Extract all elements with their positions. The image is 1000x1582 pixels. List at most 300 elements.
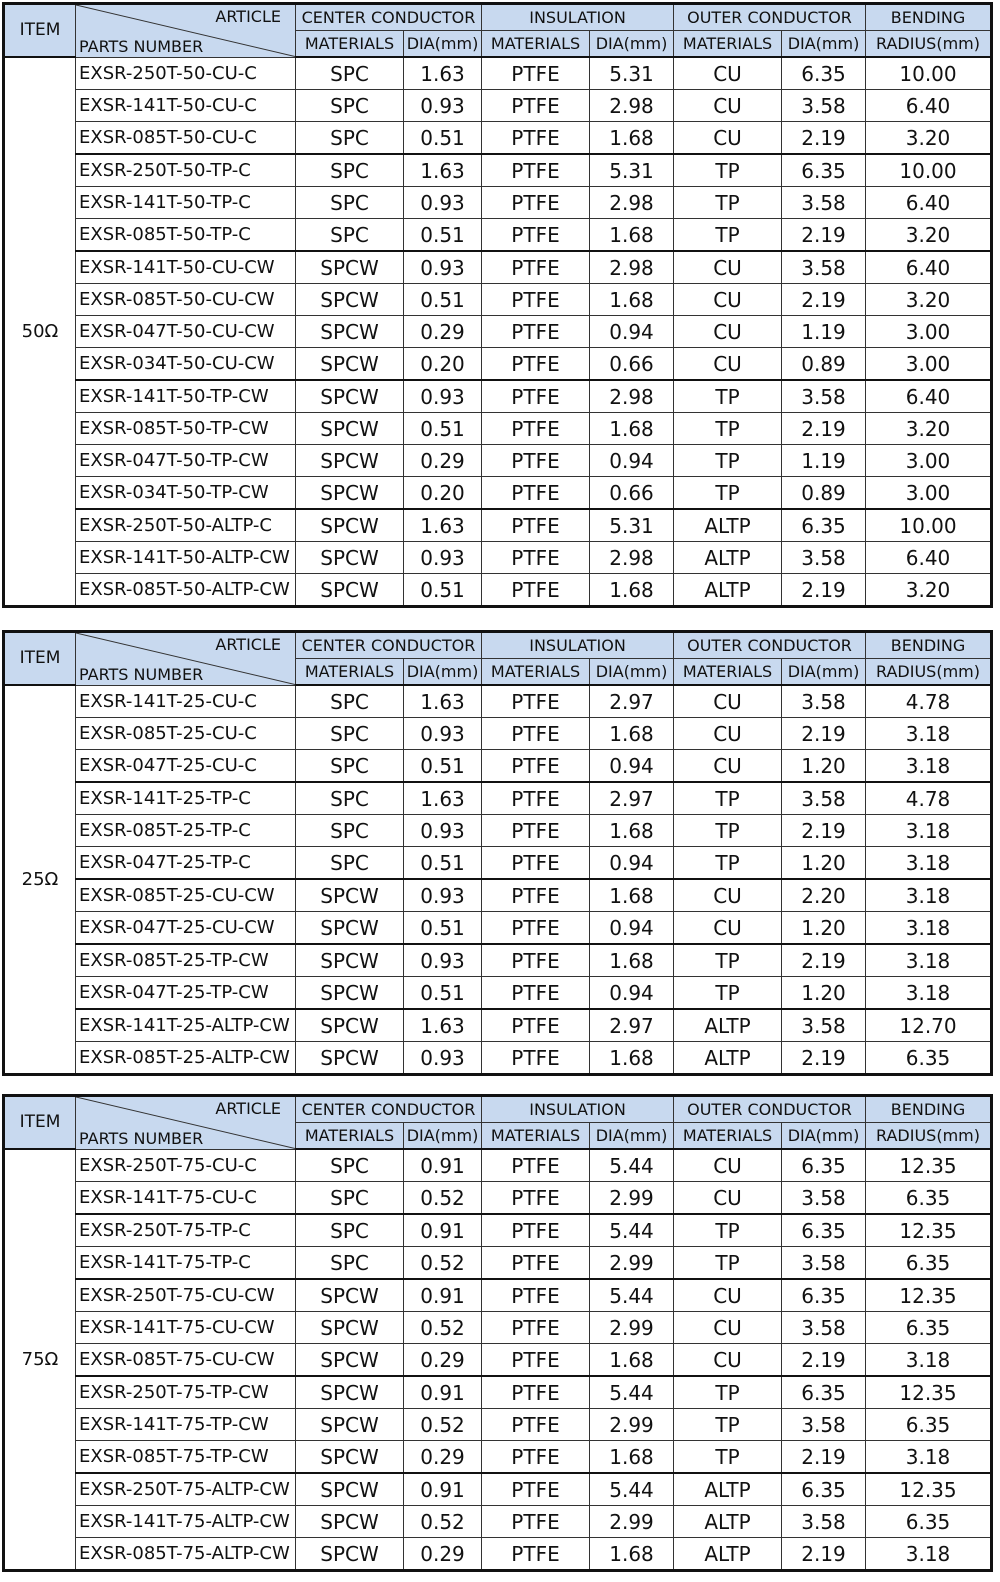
spec-table (2, 630, 993, 1076)
center-materials-cell: SPC (296, 1182, 404, 1215)
header-outer-conductor: OUTER CONDUCTOR (674, 1096, 866, 1123)
header-center-materials: MATERIALS (296, 1123, 404, 1150)
outer-materials-cell: ALTP (674, 509, 782, 542)
outer-materials-cell: CU (674, 284, 782, 316)
center-materials-cell: SPCW (296, 1538, 404, 1571)
insulation-dia-cell: 5.44 (590, 1473, 674, 1506)
insulation-materials-cell: PTFE (482, 944, 590, 977)
header-outer-materials: MATERIALS (674, 31, 782, 58)
insulation-dia-cell: 2.99 (590, 1409, 674, 1441)
part-number-cell: EXSR-085T-25-CU-C (76, 718, 296, 750)
part-number-cell: EXSR-250T-75-TP-CW (76, 1376, 296, 1409)
part-number-cell: EXSR-141T-50-CU-C (76, 90, 296, 122)
insulation-materials-cell: PTFE (482, 219, 590, 252)
outer-dia-cell: 6.35 (782, 1376, 866, 1409)
insulation-dia-cell: 1.68 (590, 1344, 674, 1377)
outer-dia-cell: 2.19 (782, 219, 866, 252)
table-row (4, 380, 992, 413)
part-number-cell: EXSR-141T-75-TP-CW (76, 1409, 296, 1441)
outer-materials-cell: TP (674, 1247, 782, 1280)
center-dia-cell: 0.51 (404, 847, 482, 880)
center-dia-cell: 0.29 (404, 1344, 482, 1377)
bending-radius-cell: 6.40 (866, 542, 992, 574)
part-number-cell: EXSR-047T-50-CU-CW (76, 316, 296, 348)
part-number-cell: EXSR-085T-50-CU-CW (76, 284, 296, 316)
insulation-materials-cell: PTFE (482, 1042, 590, 1075)
center-materials-cell: SPC (296, 90, 404, 122)
insulation-dia-cell: 1.68 (590, 574, 674, 607)
insulation-dia-cell: 2.99 (590, 1506, 674, 1538)
header-outer-conductor: OUTER CONDUCTOR (674, 632, 866, 659)
insulation-materials-cell: PTFE (482, 1214, 590, 1247)
insulation-dia-cell: 2.97 (590, 782, 674, 815)
insulation-materials-cell: PTFE (482, 718, 590, 750)
bending-radius-cell: 6.40 (866, 380, 992, 413)
insulation-dia-cell: 0.94 (590, 977, 674, 1010)
header-insulation-dia: DIA(mm) (590, 1123, 674, 1150)
center-materials-cell: SPCW (296, 1506, 404, 1538)
outer-materials-cell: CU (674, 750, 782, 783)
insulation-materials-cell: PTFE (482, 847, 590, 880)
insulation-dia-cell: 1.68 (590, 944, 674, 977)
header-item: ITEM (4, 4, 76, 58)
insulation-materials-cell: PTFE (482, 380, 590, 413)
header-center-materials: MATERIALS (296, 659, 404, 686)
bending-radius-cell: 3.18 (866, 1344, 992, 1377)
insulation-dia-cell: 2.99 (590, 1312, 674, 1344)
insulation-dia-cell: 5.31 (590, 509, 674, 542)
outer-dia-cell: 3.58 (782, 1247, 866, 1280)
outer-dia-cell: 3.58 (782, 685, 866, 718)
bending-radius-cell: 3.18 (866, 750, 992, 783)
center-dia-cell: 1.63 (404, 685, 482, 718)
center-dia-cell: 0.51 (404, 574, 482, 607)
outer-dia-cell: 1.20 (782, 847, 866, 880)
bending-radius-cell: 3.18 (866, 815, 992, 847)
header-bending: BENDING (866, 1096, 992, 1123)
table-row (4, 413, 992, 445)
table-row (4, 750, 992, 783)
part-number-cell: EXSR-034T-50-CU-CW (76, 348, 296, 381)
header-outer-dia: DIA(mm) (782, 31, 866, 58)
table-row (4, 1042, 992, 1075)
center-materials-cell: SPCW (296, 944, 404, 977)
center-dia-cell: 0.91 (404, 1214, 482, 1247)
center-dia-cell: 0.51 (404, 219, 482, 252)
insulation-dia-cell: 2.98 (590, 90, 674, 122)
header-insulation-materials: MATERIALS (482, 1123, 590, 1150)
outer-dia-cell: 2.19 (782, 944, 866, 977)
outer-materials-cell: CU (674, 879, 782, 912)
center-materials-cell: SPC (296, 122, 404, 155)
outer-materials-cell: CU (674, 122, 782, 155)
part-number-cell: EXSR-141T-25-TP-C (76, 782, 296, 815)
part-number-cell: EXSR-250T-50-ALTP-C (76, 509, 296, 542)
bending-radius-cell: 3.18 (866, 718, 992, 750)
header-insulation-dia: DIA(mm) (590, 659, 674, 686)
center-dia-cell: 0.29 (404, 1538, 482, 1571)
insulation-dia-cell: 1.68 (590, 413, 674, 445)
part-number-cell: EXSR-250T-75-TP-C (76, 1214, 296, 1247)
part-number-cell: EXSR-047T-25-TP-C (76, 847, 296, 880)
center-materials-cell: SPCW (296, 316, 404, 348)
part-number-cell: EXSR-047T-25-CU-C (76, 750, 296, 783)
insulation-dia-cell: 0.94 (590, 445, 674, 477)
center-dia-cell: 0.20 (404, 477, 482, 510)
outer-materials-cell: CU (674, 1344, 782, 1377)
insulation-dia-cell: 5.44 (590, 1279, 674, 1312)
insulation-materials-cell: PTFE (482, 574, 590, 607)
part-number-cell: EXSR-141T-50-TP-CW (76, 380, 296, 413)
center-dia-cell: 0.51 (404, 413, 482, 445)
header-item: ITEM (4, 1096, 76, 1150)
insulation-dia-cell: 1.68 (590, 718, 674, 750)
center-materials-cell: SPCW (296, 445, 404, 477)
center-materials-cell: SPCW (296, 542, 404, 574)
center-materials-cell: SPC (296, 685, 404, 718)
part-number-cell: EXSR-085T-25-ALTP-CW (76, 1042, 296, 1075)
header-radius: RADIUS(mm) (866, 1123, 992, 1150)
center-materials-cell: SPCW (296, 284, 404, 316)
outer-dia-cell: 3.58 (782, 187, 866, 219)
table-row (4, 284, 992, 316)
outer-materials-cell: TP (674, 847, 782, 880)
table-row (4, 879, 992, 912)
center-materials-cell: SPCW (296, 1473, 404, 1506)
outer-dia-cell: 1.20 (782, 750, 866, 783)
outer-materials-cell: CU (674, 316, 782, 348)
center-materials-cell: SPC (296, 1247, 404, 1280)
outer-dia-cell: 1.20 (782, 977, 866, 1010)
spec-table (2, 2, 993, 608)
outer-materials-cell: TP (674, 977, 782, 1010)
bending-radius-cell: 12.35 (866, 1279, 992, 1312)
header-insulation-materials: MATERIALS (482, 659, 590, 686)
outer-dia-cell: 3.58 (782, 251, 866, 284)
outer-dia-cell: 3.58 (782, 1409, 866, 1441)
insulation-dia-cell: 1.68 (590, 122, 674, 155)
table-row (4, 815, 992, 847)
insulation-materials-cell: PTFE (482, 815, 590, 847)
bending-radius-cell: 6.35 (866, 1182, 992, 1215)
outer-dia-cell: 3.58 (782, 1506, 866, 1538)
bending-radius-cell: 6.40 (866, 90, 992, 122)
part-number-cell: EXSR-250T-75-ALTP-CW (76, 1473, 296, 1506)
part-number-cell: EXSR-250T-75-CU-C (76, 1149, 296, 1182)
header-center-dia: DIA(mm) (404, 31, 482, 58)
outer-materials-cell: ALTP (674, 1473, 782, 1506)
table-row (4, 1473, 992, 1506)
outer-materials-cell: ALTP (674, 542, 782, 574)
table-row (4, 219, 992, 252)
insulation-dia-cell: 0.94 (590, 316, 674, 348)
insulation-dia-cell: 5.31 (590, 57, 674, 90)
bending-radius-cell: 4.78 (866, 685, 992, 718)
table-row (4, 57, 992, 90)
center-dia-cell: 0.52 (404, 1247, 482, 1280)
part-number-cell: EXSR-047T-25-TP-CW (76, 977, 296, 1010)
outer-dia-cell: 6.35 (782, 57, 866, 90)
center-dia-cell: 0.52 (404, 1182, 482, 1215)
header-outer-materials: MATERIALS (674, 659, 782, 686)
outer-dia-cell: 6.35 (782, 1473, 866, 1506)
part-number-cell: EXSR-085T-50-TP-C (76, 219, 296, 252)
outer-dia-cell: 1.20 (782, 912, 866, 945)
insulation-materials-cell: PTFE (482, 1538, 590, 1571)
table-row (4, 1506, 992, 1538)
center-dia-cell: 1.63 (404, 57, 482, 90)
header-parts-number: PARTS NUMBER (79, 664, 204, 684)
bending-radius-cell: 3.00 (866, 445, 992, 477)
insulation-materials-cell: PTFE (482, 477, 590, 510)
part-number-cell: EXSR-141T-25-CU-C (76, 685, 296, 718)
insulation-dia-cell: 0.94 (590, 750, 674, 783)
outer-materials-cell: TP (674, 815, 782, 847)
outer-materials-cell: TP (674, 187, 782, 219)
outer-dia-cell: 6.35 (782, 1149, 866, 1182)
center-dia-cell: 0.93 (404, 879, 482, 912)
insulation-materials-cell: PTFE (482, 1279, 590, 1312)
insulation-materials-cell: PTFE (482, 685, 590, 718)
outer-materials-cell: TP (674, 380, 782, 413)
insulation-materials-cell: PTFE (482, 1149, 590, 1182)
center-materials-cell: SPCW (296, 1279, 404, 1312)
outer-materials-cell: TP (674, 445, 782, 477)
outer-dia-cell: 2.19 (782, 1441, 866, 1474)
insulation-materials-cell: PTFE (482, 348, 590, 381)
center-dia-cell: 0.52 (404, 1409, 482, 1441)
outer-dia-cell: 3.58 (782, 542, 866, 574)
center-materials-cell: SPCW (296, 1409, 404, 1441)
bending-radius-cell: 3.00 (866, 316, 992, 348)
center-dia-cell: 1.63 (404, 782, 482, 815)
spec-table (2, 1094, 993, 1572)
part-number-cell: EXSR-141T-75-TP-C (76, 1247, 296, 1280)
center-dia-cell: 0.91 (404, 1376, 482, 1409)
insulation-materials-cell: PTFE (482, 413, 590, 445)
header-insulation: INSULATION (482, 632, 674, 659)
table-row (4, 1312, 992, 1344)
insulation-dia-cell: 1.68 (590, 1441, 674, 1474)
center-dia-cell: 0.51 (404, 750, 482, 783)
bending-radius-cell: 3.20 (866, 122, 992, 155)
insulation-dia-cell: 1.68 (590, 879, 674, 912)
outer-materials-cell: ALTP (674, 1009, 782, 1042)
center-dia-cell: 0.93 (404, 718, 482, 750)
outer-dia-cell: 6.35 (782, 1279, 866, 1312)
header-insulation: INSULATION (482, 4, 674, 31)
header-item: ITEM (4, 632, 76, 686)
insulation-materials-cell: PTFE (482, 879, 590, 912)
center-dia-cell: 0.51 (404, 284, 482, 316)
center-materials-cell: SPCW (296, 574, 404, 607)
header-article-parts (76, 4, 296, 58)
insulation-dia-cell: 5.31 (590, 154, 674, 187)
impedance-label: 50Ω (4, 57, 76, 607)
part-number-cell: EXSR-141T-25-ALTP-CW (76, 1009, 296, 1042)
center-materials-cell: SPC (296, 187, 404, 219)
outer-materials-cell: CU (674, 57, 782, 90)
outer-dia-cell: 2.19 (782, 284, 866, 316)
insulation-dia-cell: 1.68 (590, 284, 674, 316)
bending-radius-cell: 3.20 (866, 413, 992, 445)
center-materials-cell: SPCW (296, 879, 404, 912)
insulation-dia-cell: 0.66 (590, 477, 674, 510)
insulation-materials-cell: PTFE (482, 1441, 590, 1474)
part-number-cell: EXSR-141T-75-ALTP-CW (76, 1506, 296, 1538)
table-row (4, 1182, 992, 1215)
bending-radius-cell: 6.40 (866, 251, 992, 284)
insulation-materials-cell: PTFE (482, 1312, 590, 1344)
part-number-cell: EXSR-085T-25-TP-CW (76, 944, 296, 977)
outer-materials-cell: CU (674, 718, 782, 750)
insulation-materials-cell: PTFE (482, 1473, 590, 1506)
outer-materials-cell: CU (674, 912, 782, 945)
center-materials-cell: SPC (296, 1214, 404, 1247)
bending-radius-cell: 3.18 (866, 912, 992, 945)
outer-materials-cell: CU (674, 1149, 782, 1182)
outer-dia-cell: 2.19 (782, 413, 866, 445)
table-row (4, 542, 992, 574)
table-row (4, 782, 992, 815)
outer-dia-cell: 2.19 (782, 815, 866, 847)
insulation-materials-cell: PTFE (482, 750, 590, 783)
insulation-materials-cell: PTFE (482, 445, 590, 477)
outer-dia-cell: 2.19 (782, 122, 866, 155)
center-dia-cell: 0.51 (404, 977, 482, 1010)
header-insulation-materials: MATERIALS (482, 31, 590, 58)
center-dia-cell: 0.91 (404, 1149, 482, 1182)
center-dia-cell: 0.93 (404, 380, 482, 413)
center-materials-cell: SPCW (296, 251, 404, 284)
bending-radius-cell: 3.18 (866, 847, 992, 880)
center-materials-cell: SPCW (296, 912, 404, 945)
center-dia-cell: 1.63 (404, 509, 482, 542)
outer-materials-cell: TP (674, 413, 782, 445)
header-center-conductor: CENTER CONDUCTOR (296, 4, 482, 31)
header-bending: BENDING (866, 632, 992, 659)
center-materials-cell: SPCW (296, 977, 404, 1010)
part-number-cell: EXSR-085T-75-TP-CW (76, 1441, 296, 1474)
part-number-cell: EXSR-141T-75-CU-C (76, 1182, 296, 1215)
insulation-materials-cell: PTFE (482, 1182, 590, 1215)
header-insulation: INSULATION (482, 1096, 674, 1123)
insulation-dia-cell: 5.44 (590, 1376, 674, 1409)
insulation-materials-cell: PTFE (482, 1506, 590, 1538)
table-row (4, 685, 992, 718)
outer-materials-cell: TP (674, 1409, 782, 1441)
center-dia-cell: 0.93 (404, 90, 482, 122)
header-radius: RADIUS(mm) (866, 659, 992, 686)
bending-radius-cell: 12.70 (866, 1009, 992, 1042)
center-materials-cell: SPCW (296, 380, 404, 413)
table-row (4, 90, 992, 122)
table-row (4, 509, 992, 542)
insulation-materials-cell: PTFE (482, 542, 590, 574)
outer-dia-cell: 6.35 (782, 1214, 866, 1247)
part-number-cell: EXSR-141T-50-ALTP-CW (76, 542, 296, 574)
outer-dia-cell: 3.58 (782, 782, 866, 815)
outer-materials-cell: CU (674, 348, 782, 381)
outer-materials-cell: ALTP (674, 574, 782, 607)
header-article: ARTICLE (215, 635, 281, 654)
insulation-dia-cell: 2.97 (590, 1009, 674, 1042)
insulation-dia-cell: 2.99 (590, 1247, 674, 1280)
header-center-materials: MATERIALS (296, 31, 404, 58)
bending-radius-cell: 6.35 (866, 1247, 992, 1280)
header-article: ARTICLE (215, 7, 281, 26)
center-materials-cell: SPC (296, 219, 404, 252)
part-number-cell: EXSR-141T-75-CU-CW (76, 1312, 296, 1344)
insulation-dia-cell: 2.97 (590, 685, 674, 718)
header-bending: BENDING (866, 4, 992, 31)
part-number-cell: EXSR-085T-75-ALTP-CW (76, 1538, 296, 1571)
center-materials-cell: SPC (296, 782, 404, 815)
bending-radius-cell: 4.78 (866, 782, 992, 815)
center-materials-cell: SPC (296, 57, 404, 90)
outer-materials-cell: TP (674, 477, 782, 510)
bending-radius-cell: 12.35 (866, 1214, 992, 1247)
table-row (4, 847, 992, 880)
table-row (4, 1344, 992, 1377)
part-number-cell: EXSR-085T-25-CU-CW (76, 879, 296, 912)
part-number-cell: EXSR-085T-75-CU-CW (76, 1344, 296, 1377)
outer-materials-cell: TP (674, 219, 782, 252)
center-dia-cell: 1.63 (404, 1009, 482, 1042)
center-dia-cell: 0.93 (404, 1042, 482, 1075)
bending-radius-cell: 3.20 (866, 574, 992, 607)
insulation-dia-cell: 5.44 (590, 1214, 674, 1247)
part-number-cell: EXSR-141T-50-TP-C (76, 187, 296, 219)
insulation-dia-cell: 0.94 (590, 847, 674, 880)
part-number-cell: EXSR-085T-50-ALTP-CW (76, 574, 296, 607)
insulation-materials-cell: PTFE (482, 1009, 590, 1042)
center-dia-cell: 0.91 (404, 1279, 482, 1312)
header-article-parts (76, 632, 296, 686)
outer-dia-cell: 3.58 (782, 380, 866, 413)
insulation-dia-cell: 1.68 (590, 1538, 674, 1571)
bending-radius-cell: 6.35 (866, 1506, 992, 1538)
insulation-dia-cell: 0.66 (590, 348, 674, 381)
center-dia-cell: 0.51 (404, 122, 482, 155)
table-row (4, 1149, 992, 1182)
table-row (4, 1247, 992, 1280)
center-materials-cell: SPCW (296, 1312, 404, 1344)
bending-radius-cell: 6.40 (866, 187, 992, 219)
bending-radius-cell: 3.18 (866, 944, 992, 977)
bending-radius-cell: 12.35 (866, 1376, 992, 1409)
header-radius: RADIUS(mm) (866, 31, 992, 58)
center-materials-cell: SPCW (296, 509, 404, 542)
bending-radius-cell: 3.20 (866, 284, 992, 316)
part-number-cell: EXSR-250T-50-CU-C (76, 57, 296, 90)
header-outer-conductor: OUTER CONDUCTOR (674, 4, 866, 31)
insulation-materials-cell: PTFE (482, 251, 590, 284)
center-materials-cell: SPCW (296, 413, 404, 445)
insulation-dia-cell: 2.99 (590, 1182, 674, 1215)
insulation-materials-cell: PTFE (482, 154, 590, 187)
insulation-dia-cell: 2.98 (590, 542, 674, 574)
impedance-label: 25Ω (4, 685, 76, 1075)
insulation-dia-cell: 1.68 (590, 1042, 674, 1075)
header-parts-number: PARTS NUMBER (79, 1128, 204, 1148)
outer-materials-cell: TP (674, 1376, 782, 1409)
table-row (4, 251, 992, 284)
center-dia-cell: 0.93 (404, 542, 482, 574)
outer-dia-cell: 3.58 (782, 1312, 866, 1344)
insulation-materials-cell: PTFE (482, 912, 590, 945)
center-dia-cell: 0.93 (404, 251, 482, 284)
